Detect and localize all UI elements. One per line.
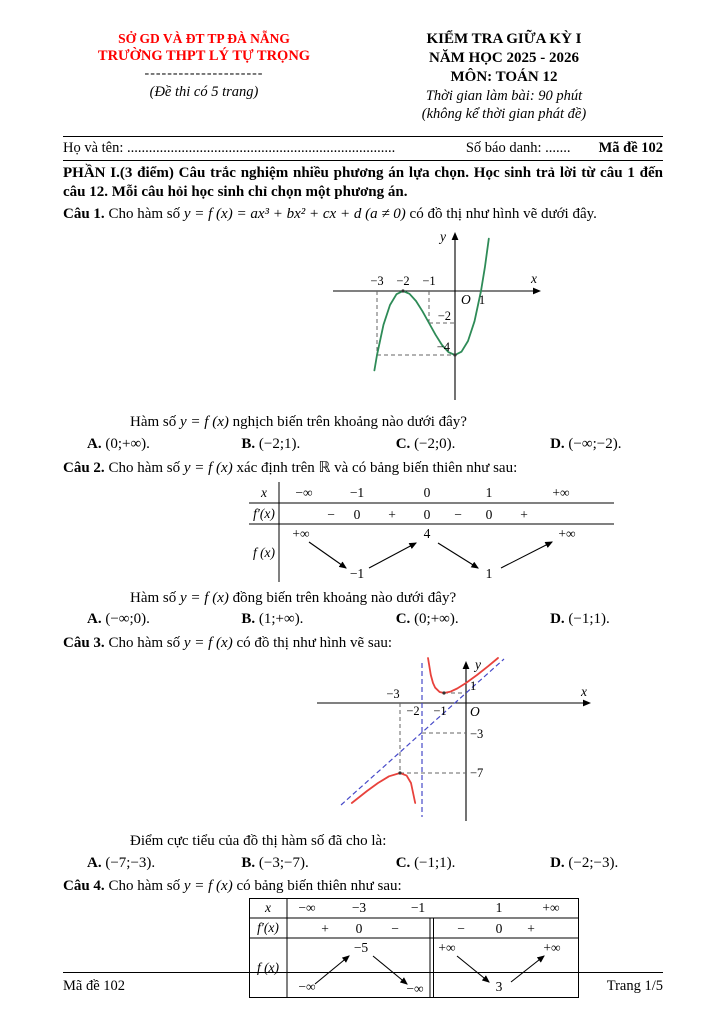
question-1-prompt xyxy=(63,413,663,432)
question-3-formula: y = f (x) xyxy=(183,635,233,652)
q2-option-d xyxy=(550,610,610,629)
question-1-formula: y = f (x) = ax³ + bx² + cx + d (a ≠ 0) xyxy=(183,206,406,223)
x-value: −3 xyxy=(351,899,367,915)
option-letter: C. xyxy=(395,611,411,628)
q1-option-c xyxy=(396,435,550,454)
option-value: (−1;1). xyxy=(414,855,456,872)
student-name-line: Họ và tên: .......................................................................... xyxy=(63,140,396,157)
q1-prompt-post: nghịch biến trên khoảng nào dưới đây? xyxy=(232,414,467,431)
question-2-text xyxy=(63,459,663,478)
q1-option-a xyxy=(87,435,241,454)
local-min-point xyxy=(442,692,445,695)
fprime-sign: + xyxy=(527,920,535,936)
x-axis-label: x xyxy=(531,271,537,287)
fprime-sign: − xyxy=(391,920,399,936)
question-4-post: có bảng biến thiên như sau: xyxy=(236,877,402,894)
row-label-x: x xyxy=(265,899,271,915)
x-value: +∞ xyxy=(542,899,560,915)
q3-option-b xyxy=(241,854,395,873)
x-tick-label: −3 xyxy=(386,687,400,702)
school-name: TRƯỜNG THPT LÝ TỰ TRỌNG xyxy=(97,48,311,64)
fprime-sign: 0 xyxy=(485,506,493,522)
question-4-label: Câu 4. xyxy=(63,877,105,894)
exam-code-badge: Mã đề 102 xyxy=(598,140,663,157)
x-value: 0 xyxy=(423,484,431,500)
question-4-pre: Cho hàm số xyxy=(108,877,181,894)
q2-option-c xyxy=(396,610,550,629)
q2-prompt-post: đồng biến trên khoảng nào dưới đây? xyxy=(232,589,457,606)
question-1-post: có đồ thị như hình vẽ dưới đây. xyxy=(409,206,597,223)
x-tick-label: 1 xyxy=(478,293,486,308)
origin-label: O xyxy=(461,292,471,308)
x-tick-label: −2 xyxy=(406,704,420,719)
f-value: +∞ xyxy=(292,525,310,541)
x-value: −∞ xyxy=(298,899,316,915)
fprime-sign: − xyxy=(457,920,465,936)
y-axis-arrow-icon xyxy=(452,232,459,240)
question-1-pre: Cho hàm số xyxy=(108,206,181,223)
f-value: +∞ xyxy=(543,939,561,955)
x-value: −∞ xyxy=(295,484,313,500)
curve-left-branch xyxy=(352,773,415,803)
f-value: −1 xyxy=(349,565,365,581)
x-tick-label: −2 xyxy=(396,274,410,289)
no-extra-time-note: (không kể thời gian phát đề) xyxy=(421,105,587,122)
q2-variation-table xyxy=(249,482,663,588)
q1-prompt-math: y = f (x) xyxy=(180,414,229,431)
local-max-point xyxy=(401,290,404,293)
exam-header xyxy=(63,30,663,123)
footer-page-number: Trang 1/5 xyxy=(606,978,663,994)
y-tick-label: 1 xyxy=(470,679,477,694)
q3-option-c xyxy=(396,854,550,873)
x-tick-label: −3 xyxy=(370,274,384,289)
page-count-note: (Đề thi có 5 trang) xyxy=(149,83,259,100)
option-letter: D. xyxy=(550,435,565,452)
q3-rational-graph xyxy=(301,655,601,825)
local-min-point xyxy=(453,354,456,357)
question-2-pre: Cho hàm số xyxy=(108,459,181,476)
q1-cubic-graph xyxy=(315,226,550,406)
curve-right-branch xyxy=(428,658,498,693)
q1-option-d xyxy=(550,435,621,454)
f-value: 3 xyxy=(495,978,503,994)
option-value: (0;+∞). xyxy=(414,611,459,628)
fprime-sign: − xyxy=(327,506,335,522)
y-axis-arrow-icon xyxy=(463,661,470,669)
question-3-pre: Cho hàm số xyxy=(108,635,181,652)
q2-option-a xyxy=(87,610,241,629)
option-value: (−2;1). xyxy=(258,435,301,452)
fprime-sign: 0 xyxy=(495,920,503,936)
option-value: (−2;0). xyxy=(414,435,456,452)
q3-prompt-post: Điểm cực tiểu của đồ thị hàm số đã cho là: xyxy=(130,833,387,850)
question-4-formula: y = f (x) xyxy=(183,877,233,894)
question-3-text xyxy=(63,634,663,653)
question-3-post: có đồ thị như hình vẽ sau: xyxy=(236,635,393,652)
option-value: (−2;−3). xyxy=(568,855,619,872)
option-letter: C. xyxy=(395,855,411,872)
option-letter: B. xyxy=(241,611,256,628)
option-letter: A. xyxy=(87,611,102,628)
option-letter: D. xyxy=(550,611,565,628)
q2-prompt-pre: Hàm số xyxy=(130,589,177,606)
fprime-sign: 0 xyxy=(423,506,431,522)
q1-option-b xyxy=(241,435,395,454)
f-value: −∞ xyxy=(298,978,316,994)
x-value: −1 xyxy=(349,484,365,500)
row-label-fprime: f′(x) xyxy=(257,919,279,935)
question-2-prompt xyxy=(63,589,663,608)
question-3-prompt xyxy=(63,832,663,851)
variation-arrow-down xyxy=(309,542,346,568)
x-value: 1 xyxy=(485,484,493,500)
option-value: (−∞;−2). xyxy=(568,435,622,452)
x-axis-arrow-icon xyxy=(583,700,591,707)
q1-figure xyxy=(315,226,663,412)
y-tick-label: −3 xyxy=(470,727,484,742)
option-letter: A. xyxy=(87,855,102,872)
duration-note: Thời gian làm bài: 90 phút xyxy=(425,87,583,104)
question-3-label: Câu 3. xyxy=(63,635,105,652)
q3-option-a xyxy=(87,854,241,873)
candidate-number-line: Số báo danh: ....... xyxy=(465,140,571,157)
row-label-f: f (x) xyxy=(252,544,276,560)
exam-title: KIỂM TRA GIỮA KỲ I xyxy=(426,31,582,47)
question-3-options xyxy=(63,854,663,873)
header-exam-block xyxy=(345,30,663,123)
question-1-label: Câu 1. xyxy=(63,206,105,223)
f-value: −∞ xyxy=(406,980,424,996)
variation-arrow-up xyxy=(501,542,552,568)
question-2-options xyxy=(63,610,663,629)
option-value: (−1;1). xyxy=(568,611,610,628)
option-letter: B. xyxy=(241,435,256,452)
f-value: +∞ xyxy=(558,525,576,541)
f-value: 4 xyxy=(423,525,431,541)
origin-label: O xyxy=(470,704,480,720)
fprime-sign: + xyxy=(321,920,329,936)
department-name: SỞ GD VÀ ĐT TP ĐÀ NẴNG xyxy=(118,31,290,46)
part1-heading: PHẦN I.(3 điểm) Câu trắc nghiệm nhiều phương án lựa chọn. Học sinh trả lời từ câu 1 đến câu 12. Mỗi câu hỏi học sinh chỉ chọn một phương án. xyxy=(63,165,663,201)
subject-name: MÔN: TOÁN 12 xyxy=(450,68,558,85)
option-value: (1;+∞). xyxy=(258,611,304,628)
variation-arrow-up xyxy=(369,543,416,568)
variation-arrow-down xyxy=(438,543,478,568)
fprime-sign: + xyxy=(520,506,528,522)
y-tick-label: −2 xyxy=(437,309,451,324)
f-value: 1 xyxy=(485,565,493,581)
f-value: +∞ xyxy=(438,939,456,955)
option-value: (0;+∞). xyxy=(105,435,150,452)
row-label-x: x xyxy=(261,484,267,500)
option-letter: B. xyxy=(241,855,256,872)
f-value: −5 xyxy=(353,939,369,955)
dash-divider: --------------------- xyxy=(144,66,264,82)
q3-option-d xyxy=(550,854,618,873)
y-tick-label: −7 xyxy=(470,766,484,781)
option-letter: C. xyxy=(395,435,411,452)
option-value: (−∞;0). xyxy=(105,611,150,628)
y-axis-label: y xyxy=(440,229,446,245)
x-tick-label: −1 xyxy=(422,274,436,289)
x-axis-label: x xyxy=(581,684,587,700)
q1-prompt-pre: Hàm số xyxy=(130,414,177,431)
y-axis-label: y xyxy=(475,657,481,673)
x-value: +∞ xyxy=(552,484,570,500)
q2-prompt-math: y = f (x) xyxy=(180,589,229,606)
option-value: (−3;−7). xyxy=(258,855,309,872)
question-2-post: xác định trên ℝ và có bảng biến thiên như sau: xyxy=(236,459,518,476)
q3-figure xyxy=(301,655,663,831)
x-value: 1 xyxy=(495,899,503,915)
q2-table-svg xyxy=(249,482,614,582)
y-tick-label: −4 xyxy=(436,340,450,355)
option-value: (−7;−3). xyxy=(105,855,156,872)
cubic-curve xyxy=(374,239,488,371)
school-year: NĂM HỌC 2025 - 2026 xyxy=(429,49,579,66)
x-tick-label: −1 xyxy=(433,704,447,719)
student-info-bar xyxy=(63,136,663,161)
header-school-block xyxy=(63,30,345,123)
question-1-options xyxy=(63,435,663,454)
question-1-text xyxy=(63,205,663,224)
fprime-sign: − xyxy=(454,506,462,522)
option-letter: D. xyxy=(550,855,565,872)
option-letter: A. xyxy=(87,435,102,452)
q2-option-b xyxy=(241,610,395,629)
question-2-formula: y = f (x) xyxy=(183,459,233,476)
row-label-fprime: f′(x) xyxy=(253,505,275,521)
local-max-point xyxy=(398,772,401,775)
footer-exam-code: Mã đề 102 xyxy=(63,978,126,994)
fprime-sign: + xyxy=(388,506,396,522)
page-footer xyxy=(63,972,663,995)
question-4-text xyxy=(63,877,663,896)
question-2-label: Câu 2. xyxy=(63,459,105,476)
x-value: −1 xyxy=(410,899,426,915)
x-axis-arrow-icon xyxy=(533,288,541,295)
fprime-sign: 0 xyxy=(355,920,363,936)
row-label-f: f (x) xyxy=(256,959,280,975)
fprime-sign: 0 xyxy=(353,506,361,522)
